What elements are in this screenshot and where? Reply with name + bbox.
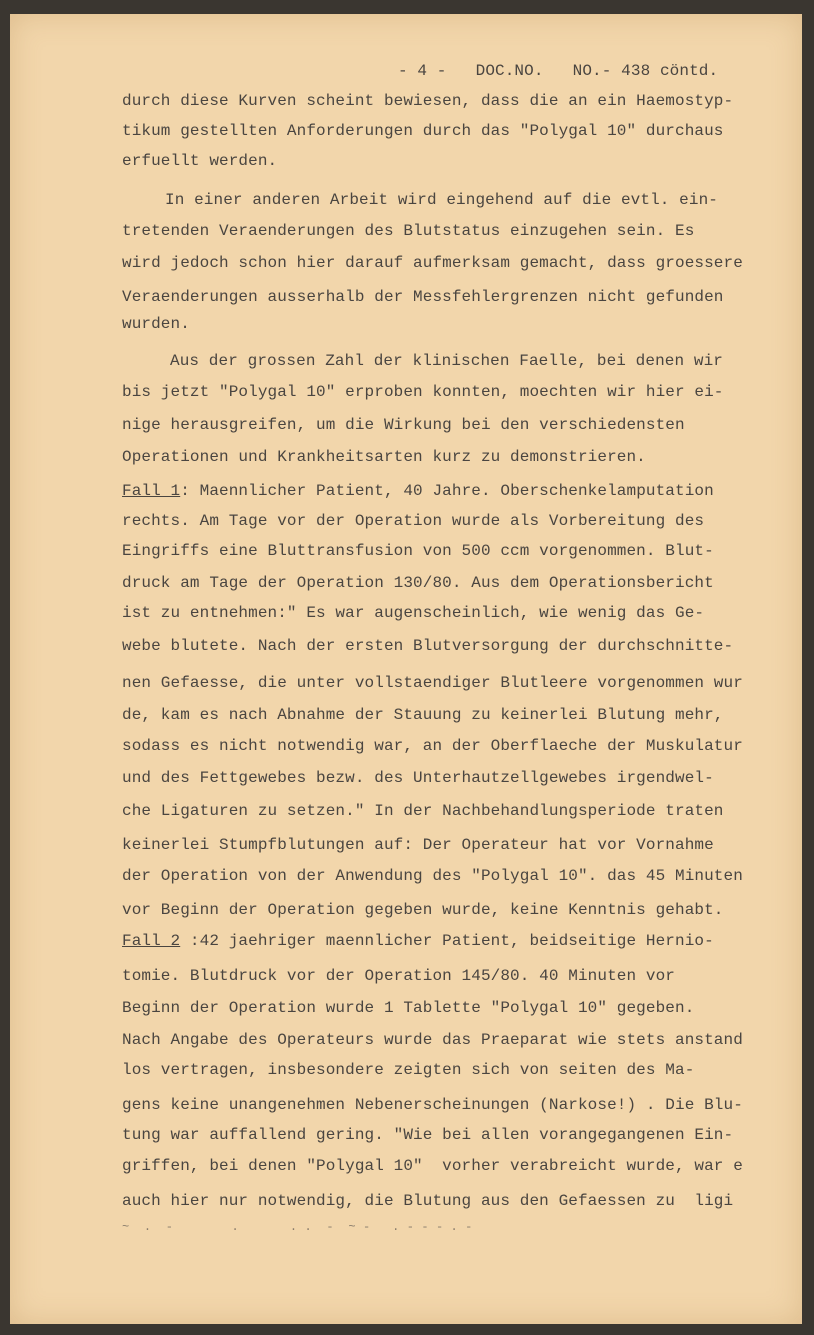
text-line: tretenden Veraenderungen des Blutstatus einzugehen sein. Es — [122, 222, 695, 240]
page-header — [398, 62, 718, 80]
text-line: che Ligaturen zu setzen." In der Nachbehandlungsperiode traten — [122, 802, 724, 820]
text-span: :42 jaehriger maennlicher Patient, beidseitige Hernio- — [180, 932, 714, 950]
text-line: auch hier nur notwendig, die Blutung aus den Gefaessen zu ligi — [122, 1192, 734, 1210]
text-line: sodass es nicht notwendig war, an der Oberflaeche der Muskulatur — [122, 737, 743, 755]
text-line: webe blutete. Nach der ersten Blutversorgung der durchschnitte- — [122, 637, 734, 655]
text-line: rechts. Am Tage vor der Operation wurde als Vorbereitung des — [122, 512, 705, 530]
text-line: wurden. — [122, 315, 190, 333]
text-line: In einer anderen Arbeit wird eingehend auf die evtl. ein- — [165, 191, 718, 209]
text-line: durch diese Kurven scheint bewiesen, dass die an ein Haemostyp- — [122, 92, 734, 110]
text-line: nige herausgreifen, um die Wirkung bei den verschiedensten — [122, 416, 685, 434]
text-line — [122, 932, 714, 950]
text-line: Operationen und Krankheitsarten kurz zu demonstrieren. — [122, 448, 646, 466]
text-line: ist zu entnehmen:" Es war augenscheinlich, wie wenig das Ge- — [122, 604, 705, 622]
text-line: Eingriffs eine Bluttransfusion von 500 ccm vorgenommen. Blut- — [122, 542, 714, 560]
text-line: und des Fettgewebes bezw. des Unterhautzellgewebes irgendwel- — [122, 769, 714, 787]
page-number: - 4 - — [398, 62, 447, 80]
text-line: de, kam es nach Abnahme der Stauung zu keinerlei Blutung mehr, — [122, 706, 724, 724]
text-line: druck am Tage der Operation 130/80. Aus dem Operationsbericht — [122, 574, 714, 592]
case-label-1: Fall 1 — [122, 482, 181, 500]
text-line: Nach Angabe des Operateurs wurde das Praeparat wie stets anstand — [122, 1031, 743, 1049]
text-line: Aus der grossen Zahl der klinischen Faelle, bei denen wir — [170, 352, 723, 370]
text-line: tung war auffallend gering. "Wie bei allen vorangegangenen Ein- — [122, 1126, 734, 1144]
text-line: erfuellt werden. — [122, 152, 278, 170]
text-line — [122, 482, 714, 500]
text-line: Beginn der Operation wurde 1 Tablette "Polygal 10" gegeben. — [122, 999, 695, 1017]
doc-number: NO.- 438 cöntd. — [572, 62, 719, 80]
text-line: wird jedoch schon hier darauf aufmerksam gemacht, dass groessere — [122, 254, 743, 272]
text-span: : Maennlicher Patient, 40 Jahre. Oberschenkelamputation — [180, 482, 714, 500]
text-line: gens keine unangenehmen Nebenerscheinungen (Narkose!) . Die Blu- — [122, 1096, 743, 1114]
text-line: der Operation von der Anwendung des "Polygal 10". das 45 Minuten — [122, 867, 743, 885]
text-line: nen Gefaesse, die unter vollstaendiger Blutleere vorgenommen wur — [122, 674, 743, 692]
text-line: los vertragen, insbesondere zeigten sich von seiten des Ma- — [122, 1061, 695, 1079]
case-label-2: Fall 2 — [122, 932, 181, 950]
text-line: vor Beginn der Operation gegeben wurde, keine Kenntnis gehabt. — [122, 901, 724, 919]
text-line: tomie. Blutdruck vor der Operation 145/80. 40 Minuten vor — [122, 967, 675, 985]
text-line: tikum gestellten Anforderungen durch das "Polygal 10" durchaus — [122, 122, 724, 140]
doc-label: DOC.NO. — [475, 62, 544, 80]
text-line: griffen, bei denen "Polygal 10" vorher verabreicht wurde, war e — [122, 1157, 743, 1175]
text-line: bis jetzt "Polygal 10" erproben konnten, moechten wir hier ei- — [122, 383, 724, 401]
cutoff-line: ~ . - . . . - ~ - . - - - . - — [122, 1220, 473, 1234]
text-line: keinerlei Stumpfblutungen auf: Der Operateur hat vor Vornahme — [122, 836, 714, 854]
text-line: Veraenderungen ausserhalb der Messfehlergrenzen nicht gefunden — [122, 288, 724, 306]
